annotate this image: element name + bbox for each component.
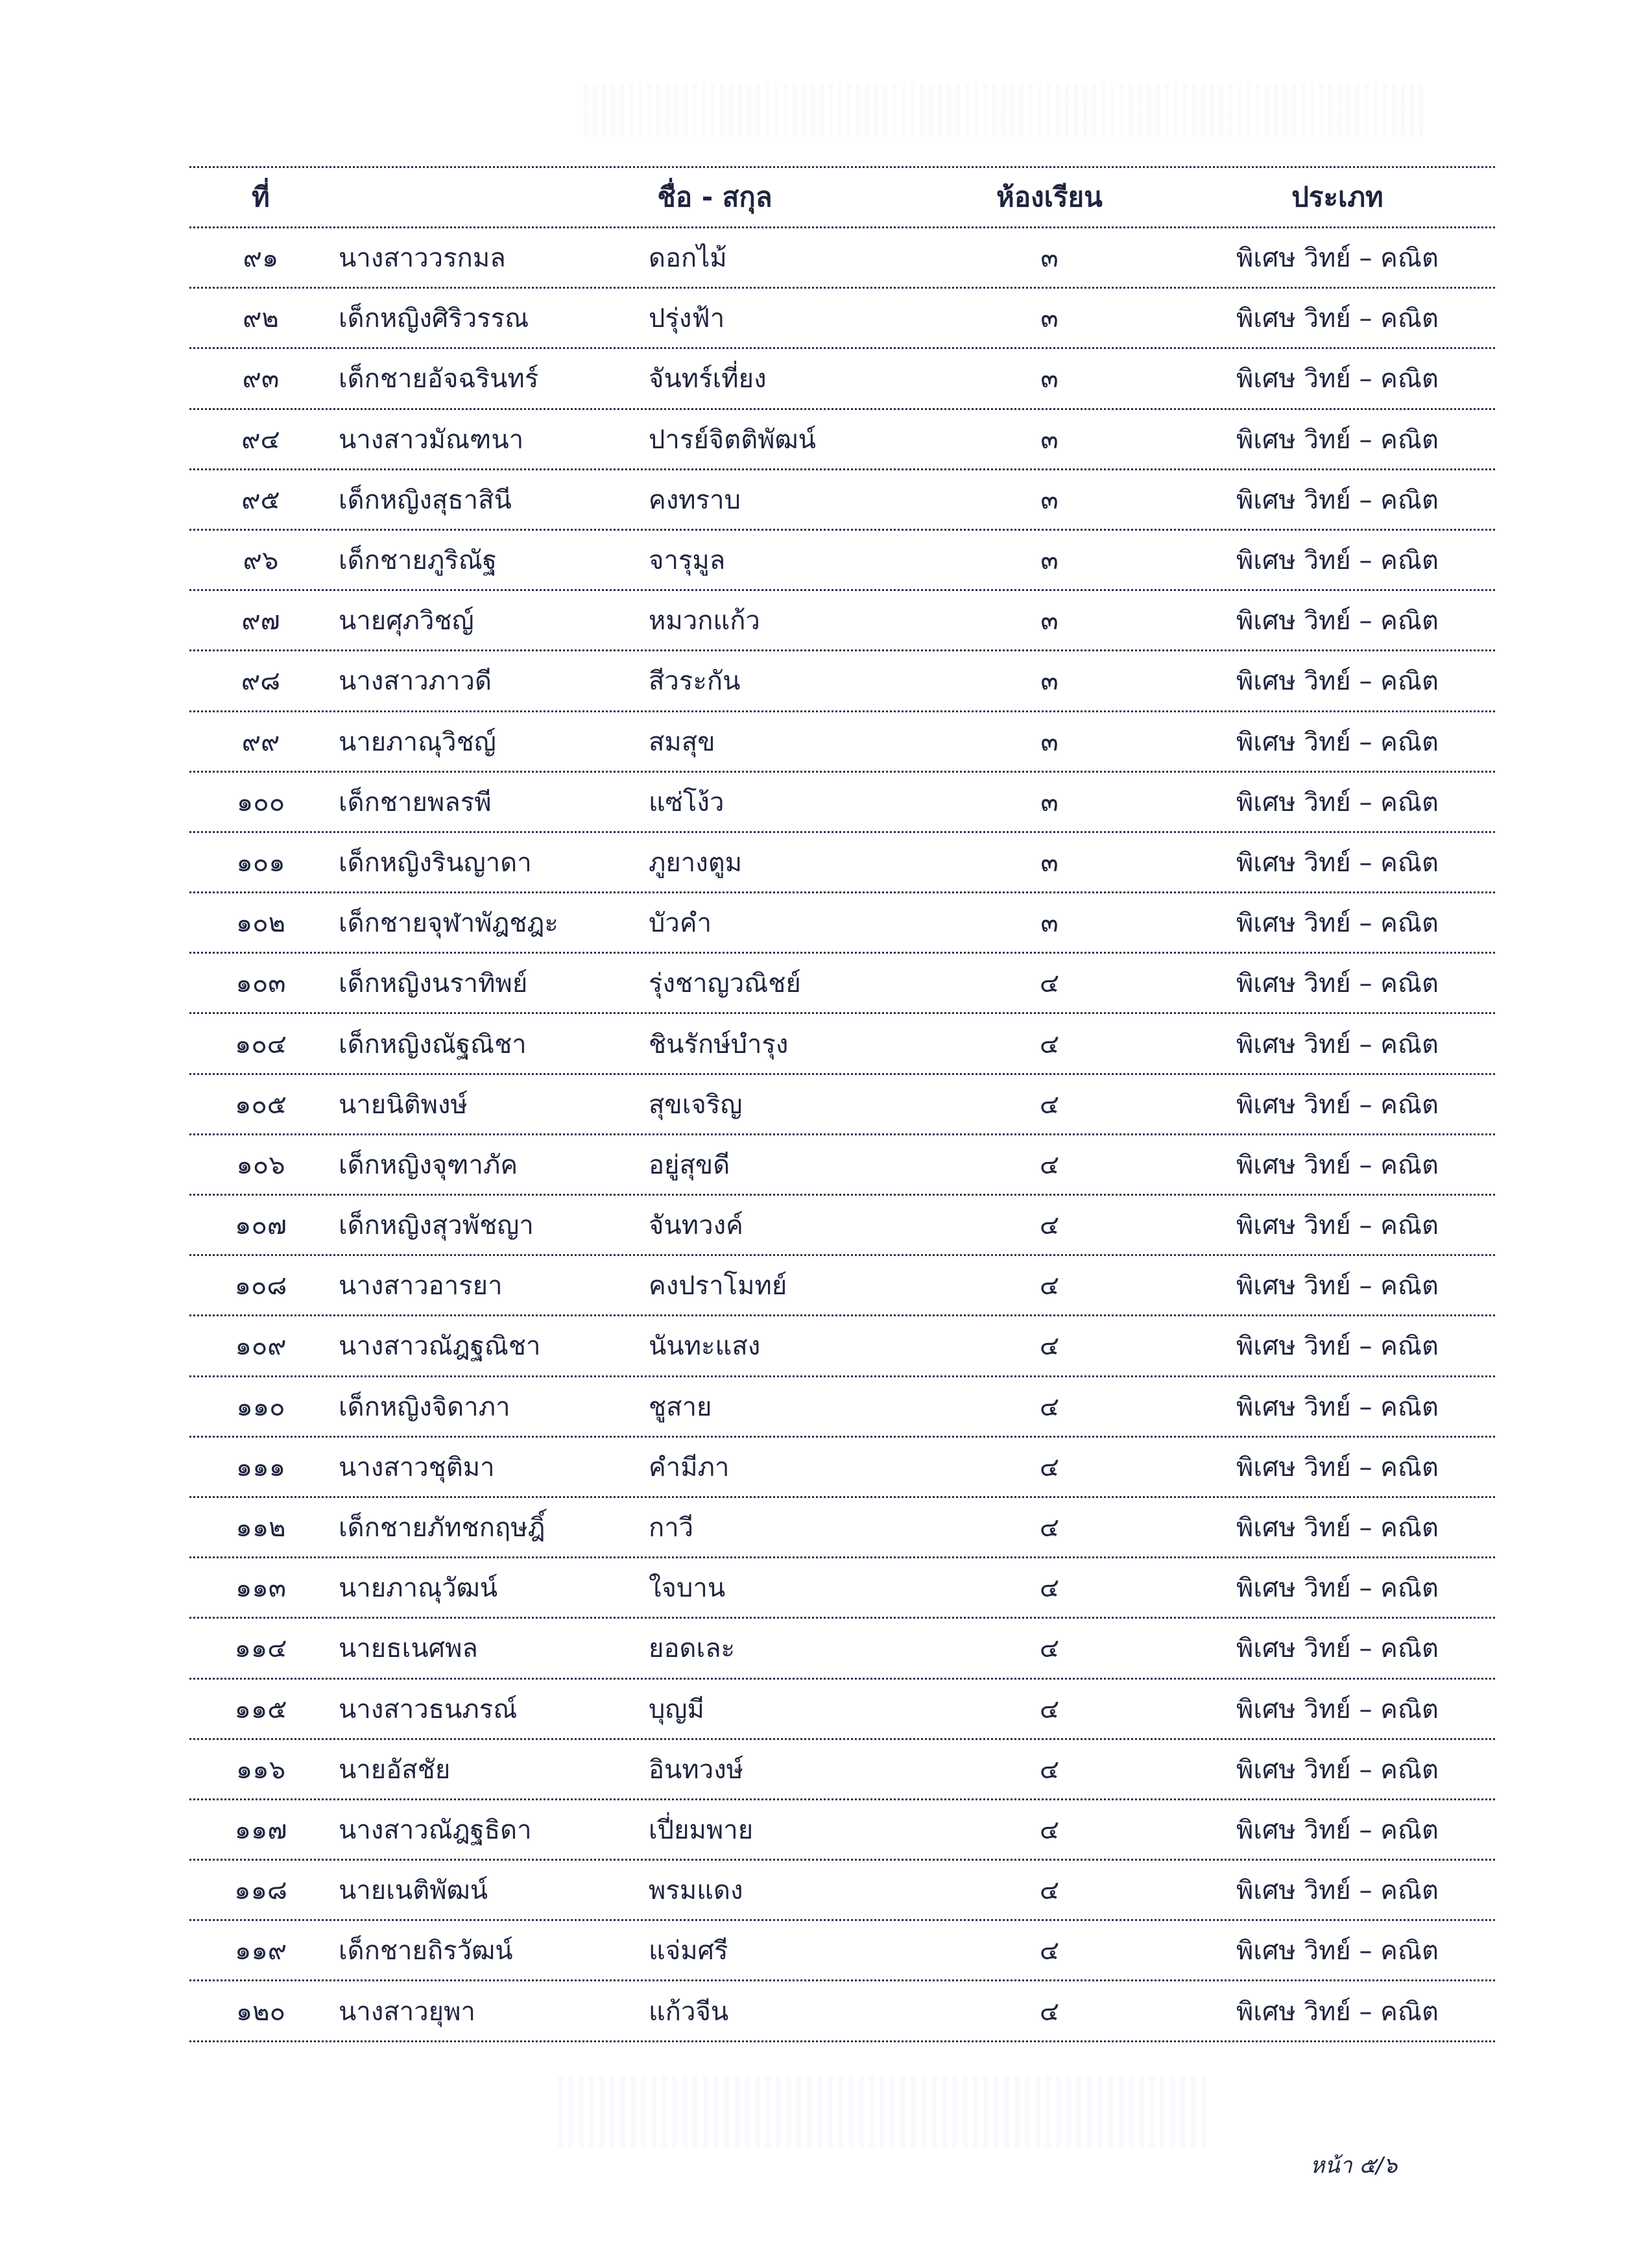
row-number: ๑๑๗ [234,1815,287,1845]
table-row [189,893,1495,952]
room: ๔ [1039,1694,1060,1724]
table-row [189,289,1495,347]
program-type: พิเศษ วิทย์ – คณิต [1236,1634,1439,1664]
program-type: พิเศษ วิทย์ – คณิต [1236,666,1439,697]
last-name: อยู่สุขดี [649,1150,730,1180]
program-type: พิเศษ วิทย์ – คณิต [1236,424,1439,455]
last-name: สุขเจริญ [649,1089,743,1120]
first-name: เด็กหญิงจิดาภา [339,1392,510,1422]
table-row [189,1861,1495,1919]
room: ๓ [1040,727,1059,757]
last-name: รุ่งชาญวณิชย์ [649,969,801,999]
table-body [189,228,1495,2042]
table-row [189,410,1495,468]
table-row [189,1014,1495,1072]
first-name: นายภาณุวิชญ์ [339,727,496,757]
room: ๔ [1039,1211,1060,1241]
last-name: พรมแดง [649,1876,743,1906]
row-number: ๑๑๐ [236,1392,285,1422]
row-number: ๙๘ [241,666,281,697]
row-number: ๑๑๓ [235,1573,287,1604]
table-row [189,1740,1495,1798]
first-name: นายนิติพงษ์ [339,1089,468,1120]
room: ๔ [1039,969,1060,999]
program-type: พิเศษ วิทย์ – คณิต [1236,1029,1439,1059]
last-name: แก้วจีน [649,1996,729,2027]
table-row [189,531,1495,589]
last-name: ยอดเละ [649,1634,736,1664]
table-row [189,1075,1495,1133]
last-name: จารุมูล [649,546,726,576]
last-name: เปี่ยมพาย [649,1815,754,1845]
first-name: เด็กหญิงจุฑาภัค [339,1150,518,1180]
first-name: นายธเนศพล [339,1634,478,1664]
first-name: นายอัสชัย [339,1754,451,1785]
program-type: พิเศษ วิทย์ – คณิต [1236,727,1439,757]
room: ๔ [1039,1331,1060,1362]
row-number: ๑๒๐ [235,1996,286,2027]
row-number: ๙๖ [243,546,279,576]
last-name: แซ่โง้ว [649,787,724,817]
room: ๔ [1039,1936,1060,1966]
first-name: เด็กหญิงสุวพัชญา [339,1211,534,1241]
room: ๓ [1040,787,1059,817]
first-name: นางสาวมัณฑนา [339,424,524,455]
program-type: พิเศษ วิทย์ – คณิต [1236,1392,1439,1422]
row-number: ๑๑๒ [235,1513,286,1543]
last-name: สีวระกัน [649,666,741,697]
program-type: พิเศษ วิทย์ – คณิต [1236,1089,1439,1120]
room: ๓ [1040,424,1059,455]
row-divider [189,2040,1495,2042]
first-name: นางสาวภาวดี [339,666,492,697]
program-type: พิเศษ วิทย์ – คณิต [1236,364,1439,394]
program-type: พิเศษ วิทย์ – คณิต [1236,1573,1439,1604]
room: ๓ [1040,485,1059,515]
first-name: นางสาวณัฎฐธิดา [339,1815,532,1845]
last-name: คงปราโมทย์ [649,1271,787,1301]
first-name: เด็กชายถิรวัฒน์ [339,1936,513,1966]
room: ๓ [1040,606,1059,636]
program-type: พิเศษ วิทย์ – คณิต [1236,969,1439,999]
room: ๔ [1039,1876,1060,1906]
room: ๔ [1039,1452,1060,1482]
row-number: ๑๑๙ [234,1936,287,1966]
student-table [189,166,1495,2042]
header-no: ที่ [252,181,270,213]
first-name: เด็กหญิงศิริวรรณ [339,304,529,334]
first-name: เด็กชายภูริณัฐ [339,546,497,576]
first-name: นางสาวยุพา [339,1996,475,2027]
row-number: ๑๑๑ [235,1452,286,1482]
room: ๔ [1039,1089,1060,1120]
first-name: เด็กชายจุฬาพัฎชฎะ [339,908,558,939]
table-row [189,1680,1495,1738]
first-name: เด็กชายภัทชกฤษฎิ์ [339,1513,545,1543]
program-type: พิเศษ วิทย์ – คณิต [1236,606,1439,636]
room: ๓ [1040,243,1059,274]
program-type: พิเศษ วิทย์ – คณิต [1236,243,1439,274]
room: ๓ [1040,304,1059,334]
last-name: จันทวงค์ [649,1211,743,1241]
first-name: นางสาวธนภรณ์ [339,1694,518,1724]
table-row [189,228,1495,287]
program-type: พิเศษ วิทย์ – คณิต [1236,908,1439,939]
table-row [189,954,1495,1012]
program-type: พิเศษ วิทย์ – คณิต [1236,1815,1439,1845]
table-row [189,1256,1495,1314]
program-type: พิเศษ วิทย์ – คณิต [1236,1996,1439,2027]
first-name: นางสาวณัฎฐณิชา [339,1331,541,1362]
room: ๔ [1039,1271,1060,1301]
program-type: พิเศษ วิทย์ – คณิต [1236,1936,1439,1966]
room: ๓ [1040,847,1059,878]
first-name: เด็กหญิงณัฐณิชา [339,1029,527,1059]
table-row [189,470,1495,529]
first-name: เด็กหญิงรินญาดา [339,847,532,878]
table-row [189,833,1495,891]
table-row [189,1800,1495,1859]
first-name: เด็กชายอัจฉรินทร์ [339,364,539,394]
program-type: พิเศษ วิทย์ – คณิต [1236,1513,1439,1543]
table-row [189,1498,1495,1556]
table-row [189,651,1495,710]
row-number: ๙๑ [243,243,279,274]
row-number: ๑๐๗ [235,1211,287,1241]
last-name: จันทร์เที่ยง [649,364,767,394]
first-name: นายเนติพัฒน์ [339,1876,488,1906]
row-number: ๙๕ [241,485,280,515]
last-name: หมวกแก้ว [649,606,760,636]
room: ๔ [1039,1815,1060,1845]
last-name: อินทวงษ์ [649,1754,744,1785]
table-row [189,591,1495,649]
program-type: พิเศษ วิทย์ – คณิต [1236,1876,1439,1906]
last-name: บุญมี [649,1694,704,1724]
table-row [189,1316,1495,1375]
row-number: ๙๙ [241,727,280,757]
room: ๔ [1039,1996,1060,2027]
table-row [189,773,1495,831]
last-name: ชูสาย [649,1392,712,1422]
program-type: พิเศษ วิทย์ – คณิต [1236,1331,1439,1362]
row-number: ๑๐๓ [235,969,286,999]
last-name: ใจบาน [649,1573,726,1604]
header-type: ประเภท [1291,181,1383,213]
program-type: พิเศษ วิทย์ – คณิต [1236,847,1439,878]
row-number: ๑๑๕ [234,1694,287,1724]
program-type: พิเศษ วิทย์ – คณิต [1236,546,1439,576]
last-name: บัวคำ [649,908,712,939]
program-type: พิเศษ วิทย์ – คณิต [1236,787,1439,817]
program-type: พิเศษ วิทย์ – คณิต [1236,485,1439,515]
row-number: ๙๓ [242,364,280,394]
row-number: ๑๑๔ [234,1634,287,1664]
last-name: สมสุข [649,727,715,757]
faded-header-watermark [584,84,1427,136]
faded-footer-watermark [558,2076,1206,2147]
first-name: เด็กชายพลรพี [339,787,492,817]
row-number: ๑๐๐ [236,787,285,817]
header-name: ชื่อ - สกุล [657,181,772,213]
row-number: ๑๐๑ [236,847,285,878]
room: ๔ [1039,1634,1060,1664]
header-room: ห้องเรียน [996,181,1103,213]
last-name: คำมีภา [649,1452,730,1482]
row-number: ๙๔ [241,424,280,455]
table-row [189,1981,1495,2040]
last-name: กาวี [649,1513,694,1543]
table-row [189,1196,1495,1254]
first-name: นายภาณุวัฒน์ [339,1573,498,1604]
program-type: พิเศษ วิทย์ – คณิต [1236,1150,1439,1180]
table-row [189,1619,1495,1677]
row-number: ๑๑๘ [234,1876,287,1906]
last-name: นันทะแสง [649,1331,761,1362]
row-number: ๑๐๘ [234,1271,287,1301]
last-name: ชินรักษ์บำรุง [649,1029,789,1059]
program-type: พิเศษ วิทย์ – คณิต [1236,1271,1439,1301]
program-type: พิเศษ วิทย์ – คณิต [1236,1452,1439,1482]
first-name: นางสาวชุติมา [339,1452,495,1482]
last-name: แจ่มศรี [649,1936,728,1966]
program-type: พิเศษ วิทย์ – คณิต [1236,1694,1439,1724]
page-number: หน้า ๕/๖ [1310,2153,1398,2179]
table-row [189,1135,1495,1194]
row-number: ๑๐๕ [234,1089,287,1120]
room: ๔ [1039,1029,1060,1059]
room: ๔ [1039,1573,1060,1604]
program-type: พิเศษ วิทย์ – คณิต [1236,304,1439,334]
program-type: พิเศษ วิทย์ – คณิต [1236,1754,1439,1785]
last-name: ปรุ่งฟ้า [649,304,725,334]
row-number: ๑๐๔ [234,1029,287,1059]
table-header-row [189,168,1495,226]
room: ๓ [1040,546,1059,576]
last-name: ปารย์จิตติพัฒน์ [649,424,817,455]
room: ๔ [1039,1150,1060,1180]
table-row [189,1438,1495,1496]
first-name: เด็กหญิงนราทิพย์ [339,969,528,999]
table-row [189,1558,1495,1617]
table-row [189,1921,1495,1979]
first-name: นางสาววรกมล [339,243,506,274]
first-name: เด็กหญิงสุธาสินี [339,485,512,515]
room: ๔ [1039,1754,1060,1785]
last-name: ภูยางตูม [649,847,743,878]
row-number: ๙๗ [241,606,280,636]
first-name: นางสาวอารยา [339,1271,503,1301]
row-number: ๑๐๙ [235,1331,287,1362]
last-name: คงทราบ [649,485,741,515]
room: ๓ [1040,364,1059,394]
last-name: ดอกไม้ [649,243,727,274]
room: ๔ [1039,1392,1060,1422]
first-name: นายศุภวิชญ์ [339,606,474,636]
table-row [189,349,1495,407]
row-number: ๑๐๒ [235,908,286,939]
row-number: ๙๒ [243,304,279,334]
room: ๔ [1039,1513,1060,1543]
room: ๓ [1040,666,1059,697]
table-row [189,1377,1495,1436]
row-number: ๑๐๖ [236,1150,285,1180]
room: ๓ [1040,908,1059,939]
table-row [189,712,1495,771]
program-type: พิเศษ วิทย์ – คณิต [1236,1211,1439,1241]
row-number: ๑๑๖ [235,1754,286,1785]
